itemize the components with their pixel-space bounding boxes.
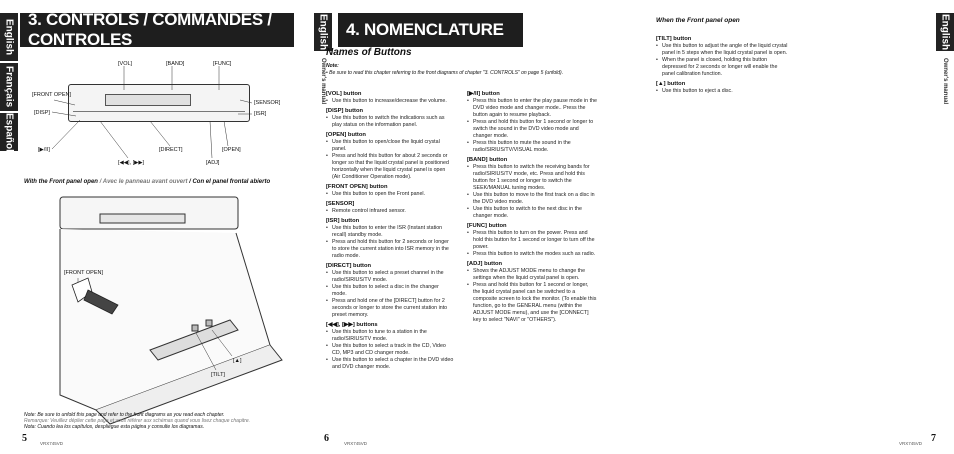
button-heading: [VOL] button — [326, 91, 362, 97]
label-direct: [DIRECT] — [159, 147, 183, 153]
label-isr: [ISR] — [254, 111, 267, 117]
page-5 — [0, 0, 314, 454]
button-heading: [BAND] button — [467, 157, 508, 163]
label-eject: [▲] — [233, 358, 242, 364]
page-number: 6 — [324, 433, 329, 444]
note-en: Note: Be sure to unfold this page and refer to the front diagrams as you read each chapter. — [24, 412, 225, 418]
owners-manual-label: Owner's manual — [320, 58, 326, 105]
section-subheading: Names of Buttons — [326, 47, 412, 58]
tab-english[interactable]: English — [0, 13, 18, 61]
button-heading: [FUNC] button — [467, 223, 507, 229]
list-item: • Use this button to select a preset channel in the radio/SIRIUS/TV mode. — [326, 270, 454, 284]
button-heading: [▶/II] button — [467, 91, 500, 97]
list-item: • Use this button to move to the first track on a disc in the DVD video mode. — [467, 192, 597, 206]
list-item: • Use this button to open the Front panel. — [326, 191, 454, 198]
label-sensor: [SENSOR] — [254, 100, 281, 106]
list-item: • Use this button to open/close the liquid crystal panel. — [326, 139, 454, 153]
list-item: • Use this button to select a track in the CD, Video CD, MP3 and CD changer mode. — [326, 343, 454, 357]
button-heading: [FRONT OPEN] button — [326, 184, 388, 190]
buttons-column-2 — [467, 88, 597, 324]
list-item: • Use this button to tune to a station in the radio/SIRIUS/TV mode. — [326, 329, 454, 343]
button-heading: [TILT] button — [656, 36, 692, 42]
button-description-list — [656, 43, 788, 78]
label-band: [BAND] — [166, 61, 185, 67]
button-heading: [SENSOR] — [326, 201, 355, 207]
button-heading: [DIRECT] button — [326, 263, 372, 269]
button-description-list — [326, 98, 454, 105]
label-front-open-panel: [FRONT OPEN] — [64, 270, 104, 276]
label-disp: [DISP] — [34, 110, 50, 116]
label-vol: [VOL] — [118, 61, 133, 67]
button-heading: [▲] button — [656, 81, 686, 87]
list-item: • Press and hold this button for about 2 seconds or longer so that the liquid crystal panel is positioned horizontally when the liquid crystal panel is open (Air Conditioner Operation mode). — [326, 153, 454, 181]
buttons-column-3 — [656, 33, 788, 95]
note-block: Note: • Be sure to read this chapter referring to the front diagrams of chapter "3. CONTROLS" on page 5 (unfold). — [326, 63, 564, 76]
diagram-caption: With the Front panel open / Avec le panneau avant ouvert / Con el panel frontal abierto — [24, 179, 271, 185]
model-number: VRX745VD — [898, 441, 922, 446]
button-description-list — [326, 139, 454, 181]
list-item: • Use this button to switch the indications such as play status on the information panel. — [326, 115, 454, 129]
button-description-list — [326, 329, 454, 371]
tab-english[interactable]: English — [936, 13, 954, 51]
button-heading: [ADJ] button — [467, 261, 503, 267]
button-heading: [OPEN] button — [326, 132, 366, 138]
button-description-list — [467, 268, 597, 324]
button-description-list — [326, 225, 454, 260]
button-description-list — [326, 115, 454, 129]
model-number: VRX745VD — [40, 441, 64, 446]
list-item: • Press this button to switch the receiving bands for radio/SIRIUS/TV mode, etc. Press and hold this button for 1 second or longer to switch the SEEK/MANUAL tuning modes. — [467, 164, 597, 192]
label-prev-next: [◀◀], [▶▶] — [118, 160, 145, 166]
list-item: • Use this button to enter the ISR (Instant station recall) standby mode. — [326, 225, 454, 239]
list-item: • Use this button to switch to the next disc in the changer mode. — [467, 206, 597, 220]
list-item: • Remote control infrared sensor. — [326, 208, 454, 215]
owners-manual-label: Owner's manual — [942, 58, 948, 105]
button-description-list — [467, 164, 597, 220]
section-subheading: When the Front panel open — [656, 17, 740, 24]
tab-francais[interactable]: Français — [0, 63, 18, 111]
button-description-list — [467, 230, 597, 258]
label-play-pause: [▶/II] — [38, 147, 50, 153]
page-number: 7 — [931, 433, 936, 444]
button-heading: [ISR] button — [326, 218, 360, 224]
label-func: [FUNC] — [213, 61, 232, 67]
list-item: • Use this button to select a chapter in the DVD video and DVD changer mode. — [326, 357, 454, 371]
list-item: • Use this button to adjust the angle of the liquid crystal panel in 5 steps when the liquid crystal panel is open. — [656, 43, 788, 57]
model-number: VRX745VD — [344, 441, 368, 446]
list-item: • Press this button to switch the modes such as radio. — [467, 251, 597, 258]
button-description-list — [467, 98, 597, 154]
label-front-open: [FRONT OPEN] — [32, 92, 72, 98]
tab-english[interactable]: English — [314, 13, 332, 51]
label-adj: [ADJ] — [206, 160, 220, 166]
page-title: 3. CONTROLS / COMMANDES / CONTROLES — [20, 13, 294, 47]
button-description-list — [326, 270, 454, 319]
label-open: [OPEN] — [222, 147, 241, 153]
label-tilt: [TILT] — [211, 372, 225, 378]
note-es: Nota: Cuando lea los capítulos, despliegue esta página y consulte los diagramas. — [24, 424, 205, 430]
list-item: • Press and hold this button for 1 second or longer, the liquid crystal panel can be switched to a composite screen to lock the monitor. (To enable this function, go to the GENERAL menu (within the ADJUST MODE menu), and use the [CONNECT] key to select "NAVI" or "OTHERS"). — [467, 282, 597, 324]
note-fr: Remarque: Veuillez déplier cette page et vous référer aux schémas quand vous lisez chaque chapitre. — [24, 418, 251, 424]
list-item: • Press and hold this button for 1 second or longer to switch the sound in the DVD video mode and changer mode. — [467, 119, 597, 140]
button-description-list — [326, 208, 454, 215]
button-description-list — [326, 191, 454, 198]
tab-espanol[interactable]: Español — [0, 113, 18, 151]
buttons-column-1 — [326, 88, 454, 371]
list-item: • Use this button to increase/decrease the volume. — [326, 98, 454, 105]
page-title: 4. NOMENCLATURE — [338, 13, 523, 47]
list-item: • Press and hold one of the [DIRECT] button for 2 seconds or longer to store the current station into preset memory. — [326, 298, 454, 319]
page-number: 5 — [22, 433, 27, 444]
leader-lines — [0, 0, 314, 454]
list-item: • Use this button to eject a disc. — [656, 88, 788, 95]
list-item: • Press this button to enter the play pause mode in the DVD video mode and changer mode.. Press the button again to resume playback. — [467, 98, 597, 119]
button-heading: [DISP] button — [326, 108, 364, 114]
list-item: • Press this button to turn on the power. Press and hold this button for 1 second or longer to turn off the power. — [467, 230, 597, 251]
list-item: • When the panel is closed, holding this button depressed for 2 seconds or longer will enable the panel calibration function. — [656, 57, 788, 78]
list-item: • Press this button to mute the sound in the radio/SIRIUS/TV/VISUAL mode. — [467, 140, 597, 154]
list-item: • Press and hold this button for 2 seconds or longer to store the current station into ISR memory in the radio mode. — [326, 239, 454, 260]
list-item: • Shows the ADJUST MODE menu to change the settings when the liquid crystal panel is open. — [467, 268, 597, 282]
button-description-list — [656, 88, 788, 95]
button-heading: [◀◀], [▶▶] buttons — [326, 322, 378, 328]
list-item: • Use this button to select a disc in the changer mode. — [326, 284, 454, 298]
